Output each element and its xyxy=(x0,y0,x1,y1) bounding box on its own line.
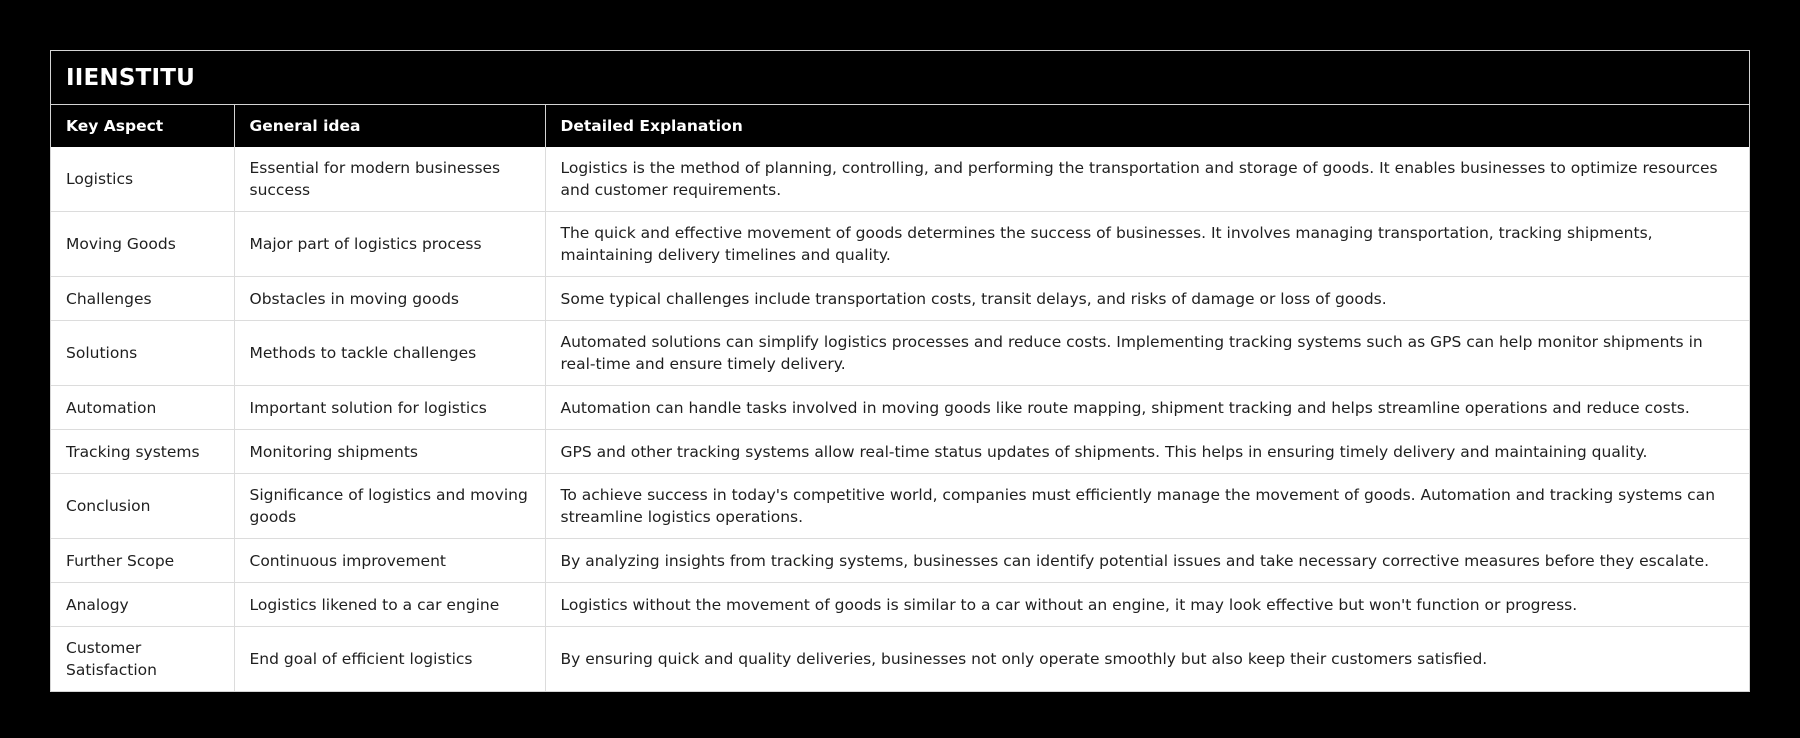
cell-detailed-explanation: Automated solutions can simplify logistics processes and reduce costs. Implementing tracking systems such as GPS can help monitor shipments in real-time and ensure timely delivery. xyxy=(545,321,1749,386)
cell-general-idea: Logistics likened to a car engine xyxy=(234,583,545,627)
table-row xyxy=(51,277,1749,321)
table-row xyxy=(51,627,1749,692)
cell-detailed-explanation: By ensuring quick and quality deliveries, businesses not only operate smoothly but also keep their customers satisfied. xyxy=(545,627,1749,692)
cell-detailed-explanation: The quick and effective movement of goods determines the success of businesses. It involves managing transportation, tracking shipments, maintaining delivery timelines and quality. xyxy=(545,212,1749,277)
cell-detailed-explanation: Logistics is the method of planning, controlling, and performing the transportation and storage of goods. It enables businesses to optimize resources and customer requirements. xyxy=(545,147,1749,212)
cell-general-idea: Methods to tackle challenges xyxy=(234,321,545,386)
table-row xyxy=(51,583,1749,627)
cell-detailed-explanation: GPS and other tracking systems allow real-time status updates of shipments. This helps in ensuring timely delivery and maintaining quality. xyxy=(545,430,1749,474)
cell-general-idea: End goal of efficient logistics xyxy=(234,627,545,692)
cell-general-idea: Obstacles in moving goods xyxy=(234,277,545,321)
cell-detailed-explanation: Some typical challenges include transportation costs, transit delays, and risks of damage or loss of goods. xyxy=(545,277,1749,321)
table-row xyxy=(51,474,1749,539)
info-table xyxy=(51,51,1749,691)
column-header-key-aspect: Key Aspect xyxy=(51,105,234,148)
cell-key-aspect: Automation xyxy=(51,386,234,430)
cell-general-idea: Monitoring shipments xyxy=(234,430,545,474)
cell-key-aspect: Conclusion xyxy=(51,474,234,539)
cell-key-aspect: Logistics xyxy=(51,147,234,212)
cell-detailed-explanation: Logistics without the movement of goods is similar to a car without an engine, it may look effective but won't function or progress. xyxy=(545,583,1749,627)
info-table-container xyxy=(50,50,1750,692)
cell-detailed-explanation: Automation can handle tasks involved in moving goods like route mapping, shipment tracking and helps streamline operations and reduce costs. xyxy=(545,386,1749,430)
table-title-row xyxy=(51,51,1749,105)
cell-detailed-explanation: To achieve success in today's competitive world, companies must efficiently manage the movement of goods. Automation and tracking systems can streamline logistics operations. xyxy=(545,474,1749,539)
table-row xyxy=(51,212,1749,277)
cell-general-idea: Major part of logistics process xyxy=(234,212,545,277)
table-row xyxy=(51,430,1749,474)
table-title: IIENSTITU xyxy=(51,51,1749,105)
table-row xyxy=(51,539,1749,583)
table-header-row xyxy=(51,105,1749,148)
cell-general-idea: Significance of logistics and moving goods xyxy=(234,474,545,539)
cell-key-aspect: Moving Goods xyxy=(51,212,234,277)
cell-general-idea: Essential for modern businesses success xyxy=(234,147,545,212)
cell-detailed-explanation: By analyzing insights from tracking systems, businesses can identify potential issues and take necessary corrective measures before they escalate. xyxy=(545,539,1749,583)
table-row xyxy=(51,147,1749,212)
cell-key-aspect: Challenges xyxy=(51,277,234,321)
column-header-detailed-explanation: Detailed Explanation xyxy=(545,105,1749,148)
cell-key-aspect: Analogy xyxy=(51,583,234,627)
column-header-general-idea: General idea xyxy=(234,105,545,148)
cell-key-aspect: Tracking systems xyxy=(51,430,234,474)
table-row xyxy=(51,386,1749,430)
table-row xyxy=(51,321,1749,386)
cell-key-aspect: Further Scope xyxy=(51,539,234,583)
cell-key-aspect: Customer Satisfaction xyxy=(51,627,234,692)
cell-general-idea: Continuous improvement xyxy=(234,539,545,583)
cell-key-aspect: Solutions xyxy=(51,321,234,386)
cell-general-idea: Important solution for logistics xyxy=(234,386,545,430)
